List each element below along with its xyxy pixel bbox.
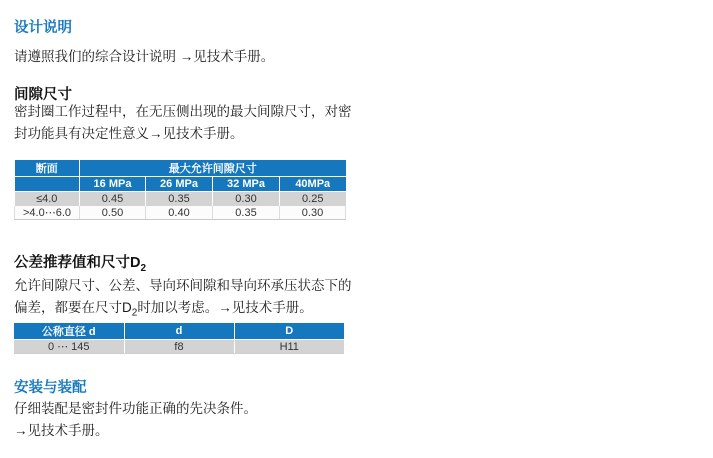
cell-value: 0.30 — [213, 192, 280, 207]
cell-section: >4.0⋯6.0 — [15, 206, 80, 220]
clearance-paragraph-line2: 封功能具有决定性意义→见技术手册。 — [14, 125, 244, 141]
cell-value: 0.25 — [280, 192, 346, 207]
col-header-d-upper: D — [234, 323, 344, 340]
table-row — [14, 340, 344, 354]
col-header-empty — [15, 177, 80, 192]
col-header-16mpa: 16 MPa — [80, 177, 146, 192]
table-row — [15, 206, 346, 220]
installation-paragraph-line1: 仔细装配是密封件功能正确的先决条件。 — [14, 401, 257, 416]
installation-paragraph — [14, 398, 257, 442]
col-header-nominal-diameter: 公称直径 d — [14, 323, 124, 340]
cell-diameter-range: 0 ⋯ 145 — [14, 340, 124, 354]
cell-value: 0.35 — [146, 192, 213, 207]
col-header-26mpa: 26 MPa — [146, 177, 213, 192]
heading-installation: 安装与装配 — [14, 380, 87, 396]
tolerance-paragraph — [14, 275, 352, 318]
table-row — [14, 323, 344, 340]
col-header-d-lower: d — [124, 323, 234, 340]
table-row — [15, 177, 346, 192]
col-header-32mpa: 32 MPa — [213, 177, 280, 192]
tolerance-line2-subscript: 2 — [131, 307, 138, 319]
tolerance-line2-post: 时加以考虑。→见技术手册。 — [137, 299, 313, 315]
cell-value: 0.50 — [80, 206, 146, 220]
cell-value: 0.30 — [280, 206, 346, 220]
heading-design-notes: 设计说明 — [14, 20, 72, 36]
heading-tolerance-d2 — [14, 251, 146, 272]
installation-paragraph-line2: →见技术手册。 — [14, 423, 109, 438]
cell-value: 0.40 — [146, 206, 213, 220]
design-notes-paragraph: 请遵照我们的综合设计说明 →见技术手册。 — [14, 49, 275, 64]
tolerance-paragraph-line1: 允许间隙尺寸、公差、导向环间隙和导向环承压状态下的 — [14, 278, 352, 293]
tolerance-table — [14, 323, 344, 354]
table-row — [15, 160, 346, 177]
table-row — [15, 192, 346, 207]
cell-value: 0.35 — [213, 206, 280, 220]
cell-section: ≤4.0 — [15, 192, 80, 207]
col-header-40mpa: 40MPa — [280, 177, 346, 192]
col-header-max-clearance: 最大允许间隙尺寸 — [80, 160, 346, 177]
max-clearance-table — [14, 160, 346, 220]
tolerance-line2-pre: 偏差，都要在尺寸D — [14, 299, 132, 315]
cell-value: 0.45 — [80, 192, 146, 207]
clearance-paragraph — [14, 101, 352, 144]
tolerance-paragraph-line2 — [14, 297, 352, 319]
cell-d-tolerance: f8 — [124, 340, 234, 354]
heading-clearance-size: 间隙尺寸 — [14, 87, 72, 103]
cell-D-tolerance: H11 — [234, 340, 344, 354]
clearance-paragraph-line1: 密封圈工作过程中，在无压侧出现的最大间隙尺寸，对密 — [14, 104, 352, 119]
heading-tolerance-subscript: 2 — [140, 262, 147, 274]
col-header-section: 断面 — [15, 160, 80, 177]
heading-tolerance-text: 公差推荐值和尺寸D — [14, 255, 141, 271]
